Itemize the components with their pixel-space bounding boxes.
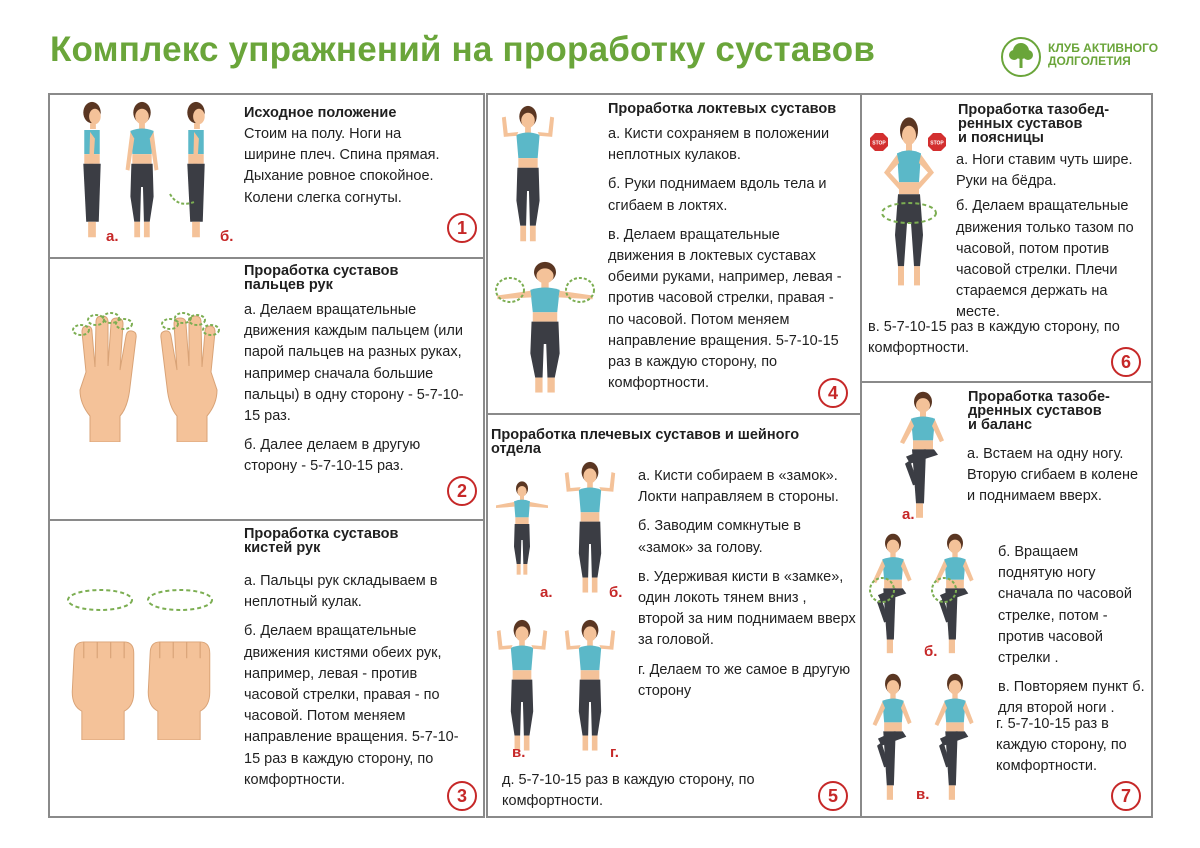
figure-label-a: а. [540,584,553,601]
panel6-title [958,103,1148,145]
panel6-text [956,150,1142,332]
panel4-step-b: б. Руки поднимаем вдоль тела и сгибаем в локтях. [608,176,827,214]
club-name-line1: КЛУБ АКТИВНОГО [1048,41,1159,55]
woman-figure-elbows-up [498,104,558,249]
panel2-title-line2: пальцев рук [244,277,333,293]
panel2-step-a: а. Делаем вращательные движения каждым пальцем (или парой пальцев на разных руках, например сначала большие пальцы) в одну сторону - 5-7-10-15 раз. [244,302,464,425]
left-fist [64,615,142,740]
panel7-title [968,390,1148,432]
woman-figure-elbow-down-right [560,618,620,758]
svg-text:STOP: STOP [930,140,944,147]
step-number-1: 1 [447,213,477,243]
panel5-step-b: б. Заводим сомкнутые в «замок» за голову. [638,518,801,556]
tree-icon [998,34,1044,80]
panel6-title-line2: ренных суставов [958,116,1083,132]
panel2-text [244,300,466,486]
panel4-step-a: а. Кисти сохраняем в положении неплотных кулаков. [608,126,830,164]
woman-figure-other-leg-1 [862,672,924,807]
hip-rotation-arrows-icon [878,196,940,230]
panel3-title-line1: Проработка суставов [244,526,399,542]
panel7-title-line2: дренных суставов [968,403,1102,419]
panel7-step-d: г. 5-7-10-15 раз в каждую сторону, по комфортности. [996,716,1127,775]
figure-label-c: в. [512,744,526,761]
wrist-rotation-arrows-icon [60,582,220,618]
panel5-step-a: а. Кисти собираем в «замок». Локти направляем в стороны. [638,468,839,506]
panel3-step-a: а. Пальцы рук складываем в неплотный кулак. [244,573,438,611]
panel2-title [244,264,474,292]
step-number-7: 7 [1111,781,1141,811]
svg-text:STOP: STOP [872,140,886,147]
panel4-title: Проработка локтевых суставов [608,101,837,117]
panel7-title-line1: Проработка тазобе- [968,389,1110,405]
panel4-text [608,124,848,402]
panel2-step-b: б. Далее делаем в другую сторону - 5-7-10-15 раз. [244,437,421,475]
figure-label-b: б. [220,228,234,245]
panel3-title [244,527,474,555]
panel6-title-line3: и поясницы [958,130,1044,146]
woman-figure-front [112,100,172,245]
panel5-title-line2: отдела [491,441,541,457]
panel1-text: Стоим на полу. Ноги на ширине плеч. Спина прямая. Дыхание ровное спокойное. Колени слегка согнуты. [244,126,440,206]
panel3-text [244,571,466,799]
step-number-3: 3 [447,781,477,811]
figure-label-c: в. [916,786,930,803]
club-name-line2: ДОЛГОЛЕТИЯ [1048,54,1131,68]
panel7-title-line3: и баланс [968,417,1033,433]
elbow-rotation-arrows-icon [492,262,598,312]
panel7-bc [998,542,1146,720]
panel6-step-a: а. Ноги ставим чуть шире. Руки на бёдра. [956,152,1133,190]
figure-label-d: г. [610,744,619,761]
step-number-5: 5 [818,781,848,811]
woman-figure-elbow-down-left [492,618,552,758]
panel6-step-c: в. 5-7-10-15 раз в каждую сторону, по комфортности. [868,319,1120,357]
woman-figure-other-leg-2 [924,672,986,807]
panel7-step-a: а. Встаем на одну ногу. Вторую сгибаем в колене и поднимаем вверх. [967,446,1139,505]
step-number-4: 4 [818,378,848,408]
stop-sign-icon [870,133,888,151]
panel2-title-line1: Проработка суставов [244,263,399,279]
woman-figure-hands-behind-head [560,460,623,601]
panel7-step-b: б. Вращаем поднятую ногу сначала по часовой стрелке, потом - против часовой стрелки . [998,544,1132,667]
figure-label-a: а. [902,506,915,523]
club-logo [998,34,1168,80]
step-number-6: 6 [1111,347,1141,377]
panel7-step-c: в. Повторяем пункт б. для второй ноги . [998,679,1145,717]
panel3-step-b: б. Делаем вращательные движения кистями обеих рук, например, левая - против часовой стрелки, правая - по часовой. Потом меняем направление вращения. 5-7-10-15 раз в каждую сторону, по комфортности. [244,623,459,788]
panel5-step-c: в. Удерживая кисти в «замке», один локоть тянем вниз , второй за ним поднимаем вверх за головой. [638,568,856,649]
bend-arrow-icon [168,190,198,210]
panel5-step-d: г. Делаем то же самое в другую сторону [638,661,851,699]
panel5-step-e: д. 5-7-10-15 раз в каждую сторону, по комфортности. [502,772,755,810]
panel5-text [638,466,856,710]
club-name [1048,42,1158,68]
woman-figure-side-b [166,100,226,245]
panel4-step-c: в. Делаем вращательные движения в локтевых суставах обеими руками, например, левая - против часовой стрелки, правая - по часовой. Потом меняем направление вращения. 5-7-10-15 раз в каждую сторону, по комфортности. [608,226,842,392]
step-number-2: 2 [447,476,477,506]
panel6-title-line1: Проработка тазобед- [958,102,1110,118]
figure-label-a: а. [106,228,119,245]
panel5-title-line1: Проработка плечевых суставов и шейного [491,427,800,443]
panel3-title-line2: кистей рук [244,540,321,556]
stop-sign-icon [928,133,946,151]
page-title: Комплекс упражнений на проработку суставов [50,30,876,69]
woman-figure-hands-locked [492,460,552,600]
woman-figure-knee-raised [888,390,958,525]
figure-label-b: б. [924,643,938,660]
rotation-arrows-icon [66,308,226,348]
panel1-title: Исходное положение [244,105,397,121]
knee-rotation-arrows-icon [864,570,974,610]
panel6-step-b: б. Делаем вращательные движения только тазом по часовой, потом против часовой стрелки. Плечи стараемся держать на месте. [956,198,1134,321]
panel5-title [491,428,851,456]
right-fist [140,615,218,740]
figure-label-b: б. [609,584,623,601]
